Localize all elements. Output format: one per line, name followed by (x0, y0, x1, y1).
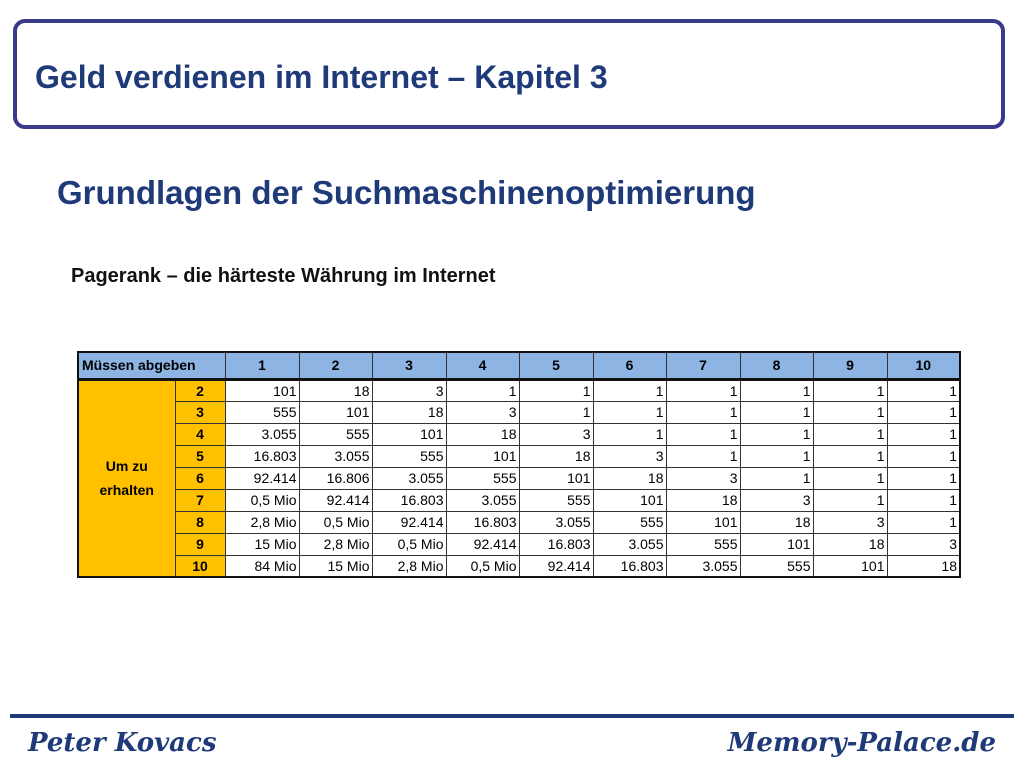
table-cell: 1 (666, 423, 740, 445)
table-cell: 101 (740, 533, 813, 555)
table-cell: 3 (446, 401, 519, 423)
table-cell: 2,8 Mio (299, 533, 372, 555)
table-cell: 1 (887, 445, 960, 467)
table-cell: 0,5 Mio (446, 555, 519, 577)
table-cell: 3.055 (225, 423, 299, 445)
table-body (78, 379, 960, 577)
table-cell: 1 (813, 445, 887, 467)
table-cell: 92.414 (299, 489, 372, 511)
table-cell: 0,5 Mio (372, 533, 446, 555)
table-cell: 1 (740, 467, 813, 489)
table-cell: 16.803 (446, 511, 519, 533)
table-cell: 84 Mio (225, 555, 299, 577)
table-cell: 1 (813, 401, 887, 423)
table-cell: 555 (225, 401, 299, 423)
table-cell: 1 (666, 445, 740, 467)
table-row (78, 555, 960, 577)
table-cell: 101 (446, 445, 519, 467)
table-cell: 2,8 Mio (225, 511, 299, 533)
table-cell: 1 (593, 423, 666, 445)
table-cell: 16.803 (593, 555, 666, 577)
table-row (78, 511, 960, 533)
row-label: 10 (175, 555, 225, 577)
table-cell: 1 (813, 489, 887, 511)
table-cell: 1 (887, 423, 960, 445)
table-cell: 3 (372, 379, 446, 401)
table-cell: 3.055 (372, 467, 446, 489)
table-cell: 1 (887, 511, 960, 533)
table-row (78, 489, 960, 511)
table-row (78, 445, 960, 467)
table-cell: 1 (593, 401, 666, 423)
column-header: 4 (446, 352, 519, 379)
table-cell: 92.414 (446, 533, 519, 555)
table-cell: 16.803 (519, 533, 593, 555)
table-header-row (78, 352, 960, 379)
table-cell: 101 (666, 511, 740, 533)
column-header: 2 (299, 352, 372, 379)
table-cell: 555 (519, 489, 593, 511)
table-cell: 101 (519, 467, 593, 489)
column-header: 8 (740, 352, 813, 379)
table-cell: 1 (887, 379, 960, 401)
table-cell: 1 (887, 467, 960, 489)
table-cell: 18 (519, 445, 593, 467)
table-cell: 18 (372, 401, 446, 423)
column-header: 10 (887, 352, 960, 379)
table-cell: 15 Mio (225, 533, 299, 555)
table-cell: 555 (299, 423, 372, 445)
table-cell: 1 (740, 423, 813, 445)
table-row (78, 533, 960, 555)
corner-header: Müssen abgeben (78, 352, 225, 379)
table-cell: 3.055 (666, 555, 740, 577)
table-cell: 1 (666, 379, 740, 401)
column-header: 7 (666, 352, 740, 379)
table-cell: 1 (519, 401, 593, 423)
column-header: 9 (813, 352, 887, 379)
table-cell: 16.806 (299, 467, 372, 489)
table-cell: 3.055 (299, 445, 372, 467)
table-cell: 1 (740, 401, 813, 423)
table-cell: 1 (813, 379, 887, 401)
table-cell: 1 (887, 489, 960, 511)
table-row (78, 467, 960, 489)
table-cell: 18 (887, 555, 960, 577)
row-label: 6 (175, 467, 225, 489)
table-cell: 3 (666, 467, 740, 489)
table-cell: 0,5 Mio (225, 489, 299, 511)
pagerank-table (77, 351, 961, 578)
table-cell: 1 (887, 401, 960, 423)
slide-subtitle: Grundlagen der Suchmaschinenoptimierung (57, 174, 756, 211)
table-cell: 1 (813, 467, 887, 489)
table-cell: 18 (666, 489, 740, 511)
column-header: 5 (519, 352, 593, 379)
table-cell: 1 (519, 379, 593, 401)
row-group-label: Um zu erhalten (78, 379, 175, 577)
title-box (13, 19, 1005, 129)
table-cell: 555 (593, 511, 666, 533)
table-cell: 3 (519, 423, 593, 445)
table-cell: 1 (666, 401, 740, 423)
table-cell: 101 (372, 423, 446, 445)
row-label: 3 (175, 401, 225, 423)
table-row (78, 379, 960, 401)
column-header: 6 (593, 352, 666, 379)
table-cell: 2,8 Mio (372, 555, 446, 577)
table-cell: 18 (299, 379, 372, 401)
table-cell: 3 (813, 511, 887, 533)
row-label: 4 (175, 423, 225, 445)
row-label: 9 (175, 533, 225, 555)
table-cell: 92.414 (372, 511, 446, 533)
row-label: 2 (175, 379, 225, 401)
row-label: 7 (175, 489, 225, 511)
table-cell: 1 (446, 379, 519, 401)
column-header: 1 (225, 352, 299, 379)
table-cell: 3.055 (446, 489, 519, 511)
table-cell: 1 (740, 445, 813, 467)
table-cell: 92.414 (225, 467, 299, 489)
table-cell: 18 (593, 467, 666, 489)
table-cell: 101 (225, 379, 299, 401)
table-cell: 16.803 (225, 445, 299, 467)
table-cell: 555 (372, 445, 446, 467)
table-cell: 555 (740, 555, 813, 577)
table-cell: 1 (740, 379, 813, 401)
table-cell: 18 (446, 423, 519, 445)
footer-author: Peter Kovacs (28, 728, 217, 758)
table-cell: 3 (740, 489, 813, 511)
table-cell: 101 (299, 401, 372, 423)
table-cell: 18 (740, 511, 813, 533)
footer-divider (10, 714, 1014, 718)
footer-website: Memory-Palace.de (727, 728, 996, 758)
table-cell: 3.055 (519, 511, 593, 533)
table-cell: 555 (446, 467, 519, 489)
table-row (78, 423, 960, 445)
table-cell: 101 (813, 555, 887, 577)
slide-title: Geld verdienen im Internet – Kapitel 3 (35, 59, 608, 95)
column-header: 3 (372, 352, 446, 379)
table-row (78, 401, 960, 423)
table-cell: 3 (593, 445, 666, 467)
table-cell: 16.803 (372, 489, 446, 511)
table-cell: 92.414 (519, 555, 593, 577)
table-cell: 101 (593, 489, 666, 511)
section-heading: Pagerank – die härteste Währung im Internet (71, 265, 496, 287)
table-cell: 1 (593, 379, 666, 401)
row-label: 8 (175, 511, 225, 533)
table-cell: 18 (813, 533, 887, 555)
table-cell: 3 (887, 533, 960, 555)
row-label: 5 (175, 445, 225, 467)
table-cell: 15 Mio (299, 555, 372, 577)
table-cell: 0,5 Mio (299, 511, 372, 533)
table-cell: 3.055 (593, 533, 666, 555)
table-cell: 1 (813, 423, 887, 445)
table-cell: 555 (666, 533, 740, 555)
